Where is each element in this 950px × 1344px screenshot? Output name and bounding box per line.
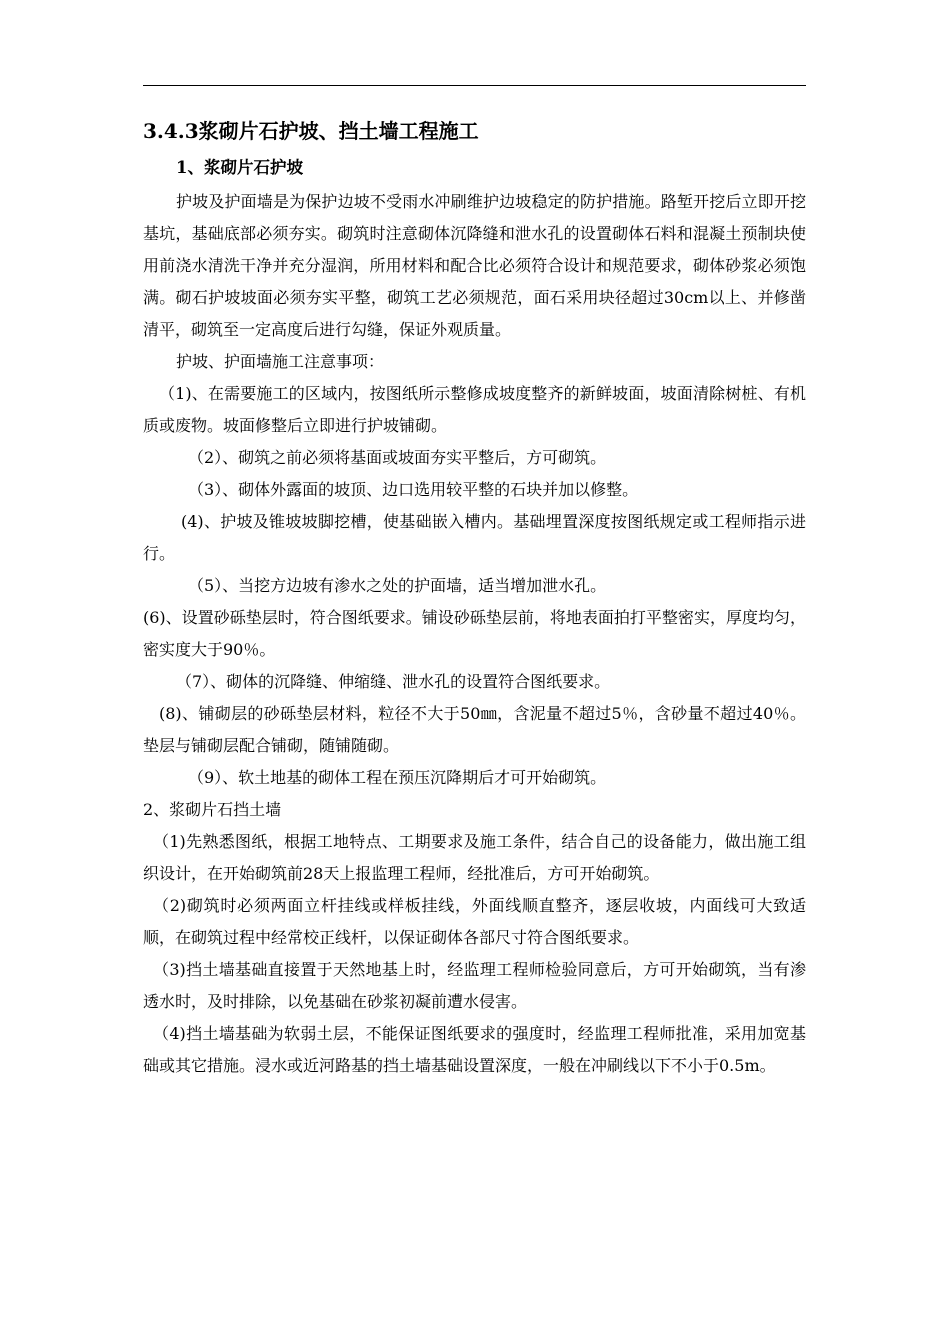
note-item-5: （5）、当挖方边坡有渗水之处的护面墙，适当增加泄水孔。 bbox=[188, 576, 607, 595]
note-item-4: (4)、护坡及锥坡坡脚挖槽，使基础嵌入槽内。基础埋置深度按图纸规定或工程师指示进行。 bbox=[143, 512, 806, 563]
note-item-8: (8)、铺砌层的砂砾垫层材料，粒径不大于50㎜，含泥量不超过5％，含砂量不超过40％。垫层与铺砌层配合铺砌，随铺随砌。 bbox=[143, 704, 806, 755]
note-item-1: （1)、在需要施工的区域内，按图纸所示整修成坡度整齐的新鲜坡面，坡面清除树桩、有机质或废物。坡面修整后立即进行护坡铺砌。 bbox=[143, 384, 806, 435]
wall-item-1: （1)先熟悉图纸，根据工地特点、工期要求及施工条件，结合自己的设备能力，做出施工组织设计，在开始砌筑前28天上报监理工程师，经批准后，方可开始砌筑。 bbox=[143, 832, 806, 883]
subsection-title-slope: 1、浆砌片石护坡 bbox=[176, 158, 303, 177]
note-item-6: (6)、设置砂砾垫层时，符合图纸要求。铺设砂砾垫层前，将地表面拍打平整密实，厚度均匀，密实度大于90％。 bbox=[143, 608, 806, 659]
wall-item-4: （4)挡土墙基础为软弱土层，不能保证图纸要求的强度时，经监理工程师批准，采用加宽基础或其它措施。浸水或近河路基的挡土墙基础设置深度，一般在冲刷线以下不小于0.5m。 bbox=[143, 1024, 806, 1075]
note-item-3: （3）、砌体外露面的坡顶、边口选用较平整的石块并加以修整。 bbox=[188, 480, 639, 499]
notes-heading: 护坡、护面墙施工注意事项： bbox=[176, 352, 385, 371]
note-item-9: （9）、软土地基的砌体工程在预压沉降期后才可开始砌筑。 bbox=[188, 768, 607, 787]
wall-item-3: （3)挡土墙基础直接置于天然地基上时，经监理工程师检验同意后，方可开始砌筑，当有渗透水时，及时排除，以免基础在砂浆初凝前遭水侵害。 bbox=[143, 960, 806, 1011]
note-item-7: （7）、砌体的沉降缝、伸缩缝、泄水孔的设置符合图纸要求。 bbox=[176, 672, 611, 691]
section-title: 3.4.3浆砌片石护坡、挡土墙工程施工 bbox=[143, 119, 479, 143]
document-body bbox=[143, 112, 806, 1082]
note-item-2: （2）、砌筑之前必须将基面或坡面夯实平整后，方可砌筑。 bbox=[188, 448, 607, 467]
header-rule bbox=[143, 85, 806, 86]
slope-intro-paragraph: 护坡及护面墙是为保护边坡不受雨水冲刷维护边坡稳定的防护措施。路堑开挖后立即开挖基坑，基础底部必须夯实。砌筑时注意砌体沉降缝和泄水孔的设置砌体石料和混凝土预制块使用前浇水清洗干净并充分湿润，所用材料和配合比必须符合设计和规范要求，砌体砂浆必须饱满。砌石护坡坡面必须夯实平整，砌筑工艺必须规范，面石采用块径超过30cm以上、并修凿清平，砌筑至一定高度后进行勾缝，保证外观质量。 bbox=[143, 192, 806, 339]
wall-item-2: （2)砌筑时必须两面立杆挂线或样板挂线，外面线顺直整齐，逐层收坡，内面线可大致适顺，在砌筑过程中经常校正线杆，以保证砌体各部尺寸符合图纸要求。 bbox=[143, 896, 806, 947]
subsection-title-wall: 2、浆砌片石挡土墙 bbox=[143, 800, 282, 819]
